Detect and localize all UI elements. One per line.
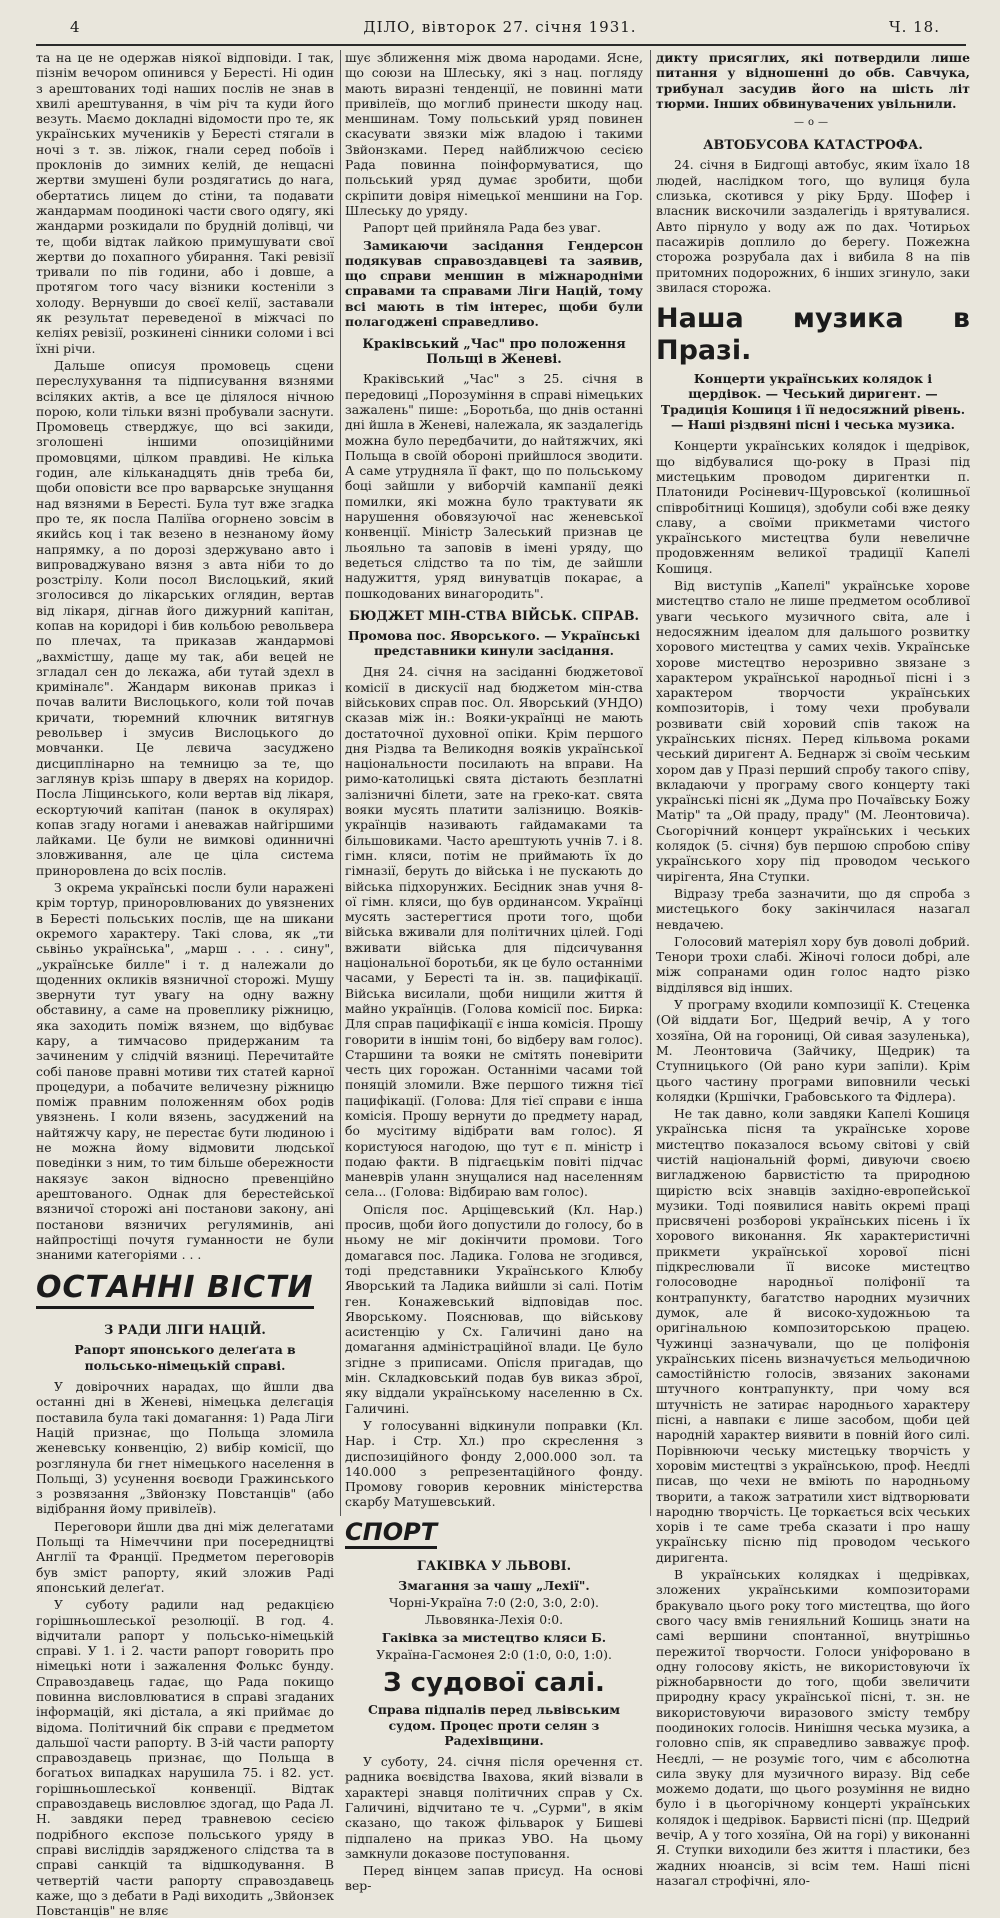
article-heading: Краківський „Час" про положення Польщі в Женеві. <box>362 337 626 368</box>
article-subheading: Рапорт японського делеґата в польсько-німецькій справі. <box>74 1342 296 1373</box>
paragraph: У суботу радили над редакцією горішньошлеської резолюції. В год. 4. відчитали рапорт у польсько-німецькій справі. У 1. і 2. части рапорт говорить про німецькі ноти і зажалення Фолькс бунду. Справоздавець гадає, що Рада покищо повинна висловлюватися в справі згаданих інформацій, які дістала, а які приймає до відома. Політичний бік справи є предметом дальшої части рапорту. В 3-ій части рапорту справоздавець признає, що Польща в богатьох випадках нарушила 75. і 82. уст. горішньошлеської конвенції. Відтак справоздавець висловлює здогад, що Рада Л. Н. завдяки перед травневою сесією подрібного експозе польського уряду в справі висліддів зарядженого слідства та в справі санкцій та відшкодування. В четвертій части рапорту справоздавець каже, що з дебати в Раді виходить „Звйонзек Повстанців" не вляє <box>36 1597 334 1918</box>
article-subheading: Концерти українських колядок і щердівок. — Чеський диригент. — Традиція Кошиця і її недосяжний рівень. — Наші різдвяні пісні і чеська музика. <box>660 371 966 433</box>
paragraph: У програму входили композиції К. Стеценка (Ой віддати Бог, Щедрий вечір, А у того хозяїна, Ой на горониці, Ой сивая зазуленька), М. Леонтовича (Зайчику, Щедрик) та Ступницького (Ой рано кури запіли). Крім цього частину програми виповнили чеські колядки (Кршічки, Грабовського та Фідлера). <box>656 997 970 1104</box>
paragraph: Не так давно, коли завдяки Капелі Кошиця українська пісня та українське хорове мистецтво показалося всьому світові у свій чистій національній формі, дивуючи своєю вигладженою барвистістю та природною щирістю всіх знавців західно-европейської музики. Тоді появилися навіть окремі праці присвячені розборові українських пісень і їх хорового виконання. Як характеристичні прикмети української хорової пісні підкреслювали її високе мистецтво голосоводне народньої поліфонії та контрапункту, багатство народних музичних думок, але й високо-художньою та оригінальною композиторською працею. Чужинці зазначували, що це поліфонія українських пісень визначується мельодичною самостійністю голосів, звязаних законами штучного контрапункту, при чому вся штучність не затирає народнього характеру пісні, а навпаки є лише засобом, щоби цей народній характер виявити в повній його силі. Порівнюючи чеську мистецьку творчість у хоровім мистецтві з українською, проф. Неєдлі писав, що чехи не вміють по народньому творити, а також затратили хист відтворювати народню творчість. Це торкається всіх чеських хорів і те саме треба сказати і про нашу українську пісню під проводом чеського диригента. <box>656 1106 970 1565</box>
paragraph: та на це не одержав ніякої відповіди. І так, пізнім вечором опинився у Бересті. Ні один з арештованих тоді наших послів не знав в хвилі арештування, в чім річ та куди його везуть. Маємо докладні відомости про те, як українських мучеників у Бересті стягали в ночі з т. зв. ліжок, гнали серед побоїв і проклонів до зимних келій, де нещасні жертви змушені були роздягатись до нага, обертатись лицем до стіни, та подавати жандармам поодинокі части свого одягу, які жандарми розкидали по брудній долівці, чи те, щоби відтак лайкою примушувати свої жертви до похапного убирання. Такі ревізії тривали по пів години, або і довше, а протягом того часу візники костеніли з холоду. Вернувши до своєї келії, заставали як результат переведеної в міжчасі по келіях ревізії, розкинені сінники соломи і всі їхні річи. <box>36 50 334 356</box>
paragraph: Дня 24. січня на засіданні бюджетової комісії в дискусії над бюджетом мін-ства військових справ пос. Ол. Яворський (УНДО) сказав між ін.: Вояки-українці не мають достаточної духовної опіки. Крім першого дня Різдва та Великодня вояків української національности посилають на вправи. На римо-католицькі свята дістають безплатні залізничні білети, зате на греко-кат. свята вояки мусять платити залізницю. Вояків-українців називають гайдамаками та більшовиками. Часто арештують учнів 7. і 8. гімн. кляси, потім не приймають їх до гімназії, беруть до війська і не пускають до війська підхорунжих. Бесідник знав учня 8-ої гімн. кляси, що був ординансом. Українці мусять застерегтися проти того, щоби війська вживали для політичних цілей. Годі вживати війська для підсичування національної боротьби, як це було останніми часами, у Бересті та ін. зв. пацифікації. Війська висилали, щоби нищили життя й майно українців. (Голова комісії пос. Бирка: Для справ пацифікації є інша комісія. Прошу говорити в іншім тоні, бо відберу вам голос). Старшини та вояки не смітять поневірити честь цих горожан. Останніми часами той поняцій зломили. Вже першого тижня тієї пацифікації. (Голова: Для тієї справи є інша комісія. Прошу вернути до предмету нарад, бо мусітиму відібрати вам голос). Я користуюся нагодою, що тут є п. міністр і подаю факти. В підгаєцькім повіті підчас маневрів уланн знущалися над населенням села... (Голова: Відбираю вам голос). <box>345 664 643 1200</box>
column-2 <box>345 50 643 1894</box>
sport-line: Змагання за чашу „Лехії". <box>398 1577 590 1593</box>
column-divider <box>650 50 651 1516</box>
paragraph: У довірочних нарадах, що йшли два останні дні в Женеві, німецька делєгація поставила була такі домагання: 1) Рада Ліги Націй признає, що Польща зломила женевську конвенцію, 2) вибір комісії, що розглянула би гнет німецького населення в Польщі, 3) усунення воєводи Гражинського з розвязання „Звйонзку Повстанців" (або відібрання йому привілеїв). <box>36 1379 334 1517</box>
sport-line: Львовянка-Лехія 0:0. <box>424 1612 564 1628</box>
paragraph: Переговори йшли два дні між делегатами Польщі та Німеччини при посередництві Англії та Франції. Предметом переговорів був зміст рапорту, який зложив Раді японський делеґат. <box>36 1518 334 1595</box>
paragraph: Концерти українських колядок і щедрівок, що відбувалися що-року в Празі під мистецьким проводом диригентки п. Платониди Росіневич-Щуровської (колишньої співробітниці Кошиця), здобули собі вже деяку славу, а своїми прикметами чистого українського мистецтва були невеличне продовженням великої традиції Капелі Кошиця. <box>656 438 970 576</box>
paragraph: шує зближення між двома народами. Ясне, що союзи на Шлеську, які з нац. погляду мають виразні тенденції, не повинні мати привілеїв, що моглиб принести шкоду нац. меншинам. Тому польський уряд повинен скасувати звязки між владою і такими Звйонзками. Перед найближчою сесією Рада повинна поінформуватися, що польський уряд думає зробити, щоби скріпити довіря німецької меншини на Гор. Шлеську до уряду. <box>345 50 643 218</box>
article-heading: БЮДЖЕТ МІН-СТВА ВІЙСЬК. СПРАВ. <box>348 608 640 624</box>
paragraph: Відразу треба зазначити, що дя спроба з мистецького боку закінчилася назагал невдачею. <box>656 885 970 932</box>
paragraph: дикту присяглих, які потвердили лише питання у відношенні до обв. Савчука, трибунал засудив його на шість літ тюрми. Інших обвинувачених увільнили. <box>656 50 970 111</box>
column-divider <box>340 50 341 1516</box>
paragraph: Від виступів „Капелі" українське хорове мистецтво стало не лише предметом особливої уваги чеського музичного світа, але і недосяжним ідеалом для дальшого розвитку хорового мистецтва у самих чехів. Українське хорове мистецтво нерозривно звязане з характером української народньої пісні і з характером творчости українських композиторів, і тому чехи пробували розвивати свій хоровий спів також на українських піснях. Перед кільвома роками чеський диригент А. Беднарж зі своїм чеським хором дав у Празі перший спробу такого співу, вкладаючи у програму свого концерту такі українські пісні як „Дума про Почаївську Божу Матір" та „Ой праду, праду" (М. Леонтовича). Сьогорічний концерт українських і чеських колядок (5. січня) був першою спробою співу українського хору під проводом чеського чирігента, Яна Ступки. <box>656 578 970 884</box>
sport-line: Чорні-Україна 7:0 (2:0, 3:0, 2:0). <box>388 1595 599 1611</box>
paragraph: Дальше описуя промовець сцени переслухування та підписування вязнями всіляких актів, а все це ділялося нічною порою, коли тільки вязні пробували заснути. Промовець стверджує, що всі закиди, зголошені іншими опозиційними промовцями, цілком правдиві. Не кілька годин, але кільканадцять днів треба би, щоби оповісти все про варварське знущання над вязнями в Бересті. Була тут вже згадка про те, як посла Паліїва огорнено зовсім в якийсь коц і так везено в незнаному йому напрямку, а по дорозі здержувано авто і випроваджувано вязня з авта ніби то до розстрілу. Коли посол Вислоцький, який зголосився до лікарських оглядин, вертав від лікаря, дігнав його дижурний капітан, копав на коридорі і бив кольбою револьвера по плечах, та приказав жандармові „вахмістшу, даще му так, аби вецей не згладал сен до лєкажа, аби тутай здехл в криміналє". Жандарм виконав приказ і почав валити Вислоцького, коли той почав кричати, тюремний ключник витягнув револьвер і змусив Вислоцького до мовчанки. Це лєвича засуджено дисциплінарно на темницю за те, що заглянув крізь шпару в дверях на коридор. Посла Ліщинського, коли вертав від лікаря, ескортуючий капітан (панок в окулярах) копав згаду ногами і аневажав найгіршими лайками. Це були не вимкові одинничні зловживання, але це ціла система приноровлена до всіх послів. <box>36 357 334 878</box>
section-title-music: Наша музика в Празі. <box>656 303 970 367</box>
article-heading: АВТОБУСОВА КАТАСТРОФА. <box>703 138 923 154</box>
paragraph: Голосовий матеріял хору був доволі добрий. Тенори трохи слабі. Жіночі голоси добрі, але між сопранами один голос надто різко відділявся від інших. <box>656 933 970 995</box>
article-subheading: Промова пос. Яворського. — Українські представники кинули засідання. <box>347 627 640 659</box>
column-3 <box>656 50 970 1888</box>
paragraph: З окрема українські посли були наражені крім тортур, приноровлюваних до увязнених в Бересті польських послів, ще на шикани окремого характеру. Такі слова, як „ти сьвіньо українська", „марш . . . . сину", „українське билле" і т. д належали до щоденних окликів вязничної сторожі. Мушу звернути тут увагу на одну важну обставину, а саме на провеплику ріжницю, яка заходить поміж вязнем, що відбуває кару, а тимчасово придержаним та зачиненим у слідчій вязниці. Перечитайте собі панове правні мотиви тих статей карної процедури, а побачите величезну ріжницю поміж правним положенням обох родів увязнень. І коли вязень, засуджений на найтяжчу кару, не перестає бути людиною і не можна йому відмовити людської поведінки з ним, то тим більше обережности накязує закон відносно превенційно арештованого. Однак для берестейської вязничої сторожі ані постанови закону, ані постанови вязничих регуляминів, ані найпростіщі почутя гуманности не були знаними категоріями . . . <box>36 880 334 1263</box>
page-header <box>30 18 970 42</box>
article-subheading: Справа підпалів перед львівським судом. Процес проти селян з Радехівщини. <box>367 1702 621 1748</box>
section-title-sport: СПОРТ <box>345 1518 437 1549</box>
column-1 <box>36 50 334 1918</box>
header-rule <box>36 44 966 46</box>
paragraph: Замикаючи засідання Гендерсон подякував справоздавцеві та заявив, що справи меншин в міжнародніми справами та справами Ліги Націй, тому всі мають в тім інтерес, щоби були полагоджені справедливо. <box>345 237 643 330</box>
issue-number: Ч. 18. <box>889 18 940 36</box>
masthead: ДІЛО, вівторок 27. січня 1931. <box>363 18 637 36</box>
paragraph: Рапорт цей прийняла Рада без уваг. <box>363 220 601 236</box>
paragraph: У голосуванні відкинули поправки (Кл. Нар. і Стр. Хл.) про скреслення з диспозиційного фонду 2,000.000 зол. та 140.000 з репрезентаційного фонду. Промову говорив керовник міністерства скарбу Матушевський. <box>345 1417 643 1510</box>
paragraph: Краківський „Час" з 25. січня в передовиці „Порозуміння в справі німецьких зажалень" пише: „Боротьба, що днів останні дні йшла в Женеві, належала, як заздалегідь можна було передбачити, до найтяжчих, які Польща в своїй обороні прийшлося зводити. А саме утрудняла її факт, що по польському боці зайшли у виборчій кампанії деякі помилки, які можна було трактувати як нарушення обовязуючої нас женевської конвенції. Міністр Залеський признав це льояльно та заповів в імені уряду, що ведеться слідство та по тім, де зайшли надужиття, уряд винуватців покарає, а пошкодованих винагородить". <box>345 371 643 601</box>
sport-line: Україна-Гасмонея 2:0 (1:0, 0:0, 1:0). <box>376 1646 612 1662</box>
sport-line: Гаківка за мистецтво кляси Б. <box>381 1629 607 1645</box>
article-heading: З РАДИ ЛІГИ НАЦІЙ. <box>104 1323 266 1339</box>
paragraph: В українських колядках і щедрівках, зложених українськими композиторами бракувало цього року того мистецтва, що його свого часу вмів генияльний Кошиць знати на самі вершини спонтанної, внутрішньо пережитої творчости. Голоси уніфоровано в одну голосову якість, не використовуючи їх ріжнобарвности до того, щоби звеличити природну красу української пісні, т. зн. не використовуючи виразового змісту тембру поодиноких голосів. Нинішня чеська музика, а головно спів, як справедливо завважує проф. Неєдлі, — не розуміє того, чим є абсолютна сила звуку для музичного виразу. Від себе можемо додати, що цього розуміння не видно було і в цьогорічному концерті українських колядок і щедрівок. Барвисті пісні (пр. Щедрий вечір, А у того хозяїна, Ой на горі) у виконанні Я. Ступки виходили без життя і пластики, без жадних нюансів, зі всім тем. Наші пісні назагал строфічні, яло- <box>656 1567 970 1888</box>
page-number: 4 <box>70 18 81 36</box>
paragraph: Опісля пос. Арціщевський (Кл. Нар.) просив, щоби його допустили до голосу, бо в ньому не міг докінчити промови. Того домагався пос. Ладика. Голова не згодився, тоді представники Українського Клюбу Яворський та Ладика вийшли зі салі. Потім ген. Конажевський відповідав пос. Яворському. Пояснював, що військову асистенцію у Сх. Галичині дано на домагання адміністраційної влади. Це було згідне з приписами. Опісля пригадав, що мін. Складковський подав був виказ зброї, яку віддали українському населенню в Сх. Галичині. <box>345 1201 643 1416</box>
paragraph: У суботу, 24. січня після оречення ст. радника воєвідства Івахова, який візвали в характері знавця політичних справ у Сх. Галичині, відчитано те ч. „Сурми", в якім сказано, що також фільварок у Бишеві підпалено на приказ УВО. На цьому замкнули доказове поступовання. <box>345 1754 643 1861</box>
paragraph: Перед вінцем запав присуд. На основі вер- <box>345 1863 643 1894</box>
section-title-latest-news: ОСТАННІ ВІСТИ <box>36 1270 314 1309</box>
separator: —o— <box>793 117 833 129</box>
paragraph: 24. січня в Бидгощі автобус, яким їхало 18 людей, наслідком того, що вулиця була слизька, скотився у ріку Брду. Шофер і власник вискочили заздалегідь і врятувалися. Авто пірнуло у воду аж по дах. Чотирьох пасажирів доплило до берегу. Пожежна сторожа розрубала дах і вибила 8 на пів притомних подорожних, 6 інших згинуло, заки звилася сторожа. <box>656 157 970 295</box>
section-title-court: З судової салі. <box>383 1668 605 1699</box>
article-heading: ГАКІВКА У ЛЬВОВІ. <box>416 1558 572 1574</box>
